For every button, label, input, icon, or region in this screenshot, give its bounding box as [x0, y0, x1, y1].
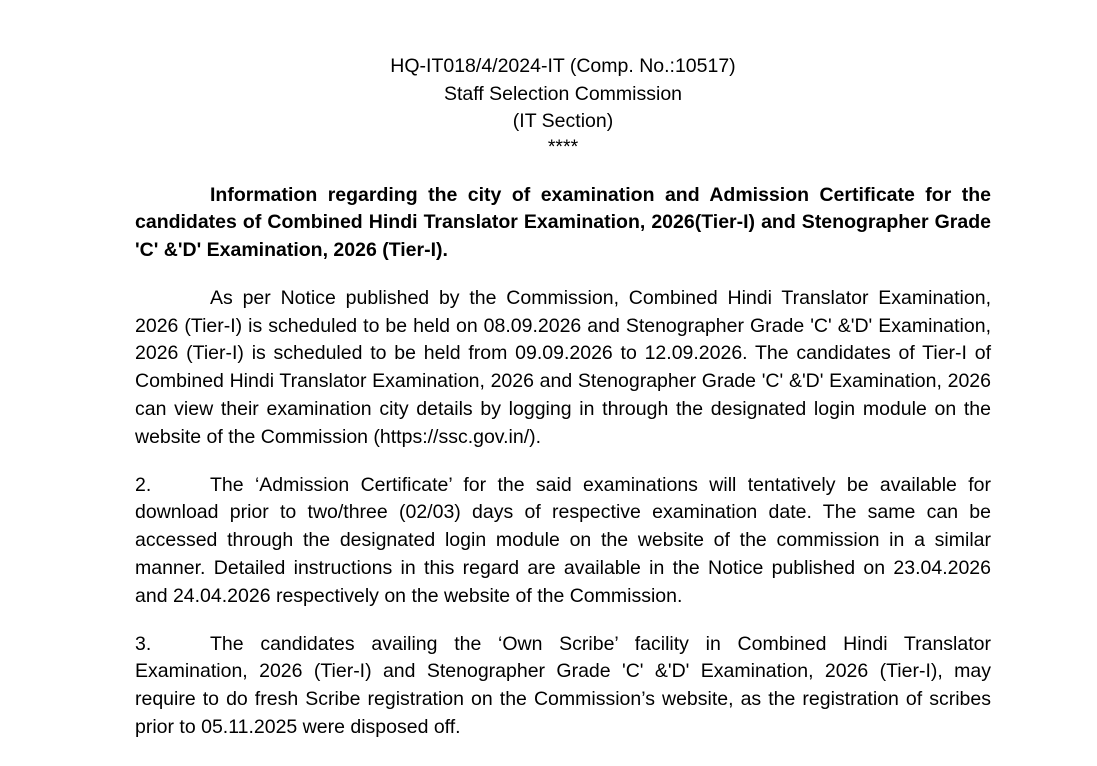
notice-header [135, 53, 991, 158]
paragraph-2 [135, 472, 991, 611]
paragraph-1 [135, 285, 991, 452]
notice-document [135, 53, 991, 742]
subject-text: Information regarding the city of examination and Admission Certificate for the candidates of Combined Hindi Translator Examination, 2026(Tier-I) and Stenographer Grade 'C' &'D' Examination, 2026 (Tier-I). [135, 183, 991, 262]
separator-stars: **** [547, 135, 579, 158]
organization-name: Staff Selection Commission [443, 82, 683, 105]
paragraph-1-text: As per Notice published by the Commission, Combined Hindi Translator Examination, 2026 (Tier-I) is scheduled to be held on 08.09.2026 and Stenographer Grade 'C' &'D' Examination, 2026 (Tier-I) is scheduled to be held from 09.09.2026 to 12.09.2026. The candidates of Tier-I of Combined Hindi Translator Examination, 2026 and Stenographer Grade 'C' &'D' Examination, 2026 can view their examination city details by logging in through the designated login module on the website of the Commission (https://ssc.gov.in/). [135, 286, 991, 448]
notice-subject [135, 182, 991, 265]
paragraph-3-number: 3. [135, 632, 152, 655]
paragraph-3 [135, 631, 991, 742]
paragraph-2-text: The ‘Admission Certificate’ for the said examinations will tentatively be available for download prior to two/three (02/03) days of respective examination date. The same can be accessed through the designated login module on the website of the commission in a similar manner. Detailed instructions in this regard are available in the Notice published on 23.04.2026 and 24.04.2026 respectively on the website of the Commission. [135, 473, 991, 607]
reference-number: HQ-IT018/4/2024-IT (Comp. No.:10517) [390, 55, 736, 77]
section-name: (IT Section) [512, 110, 614, 132]
paragraph-3-text: The candidates availing the ‘Own Scribe’ facility in Combined Hindi Translator Examination, 2026 (Tier-I) and Stenographer Grade 'C' &'D' Examination, 2026 (Tier-I), may require to do fresh Scribe registration on the Commission’s website, as the registration of scribes prior to 05.11.2025 were disposed off. [135, 632, 991, 739]
paragraph-2-number: 2. [135, 473, 152, 496]
